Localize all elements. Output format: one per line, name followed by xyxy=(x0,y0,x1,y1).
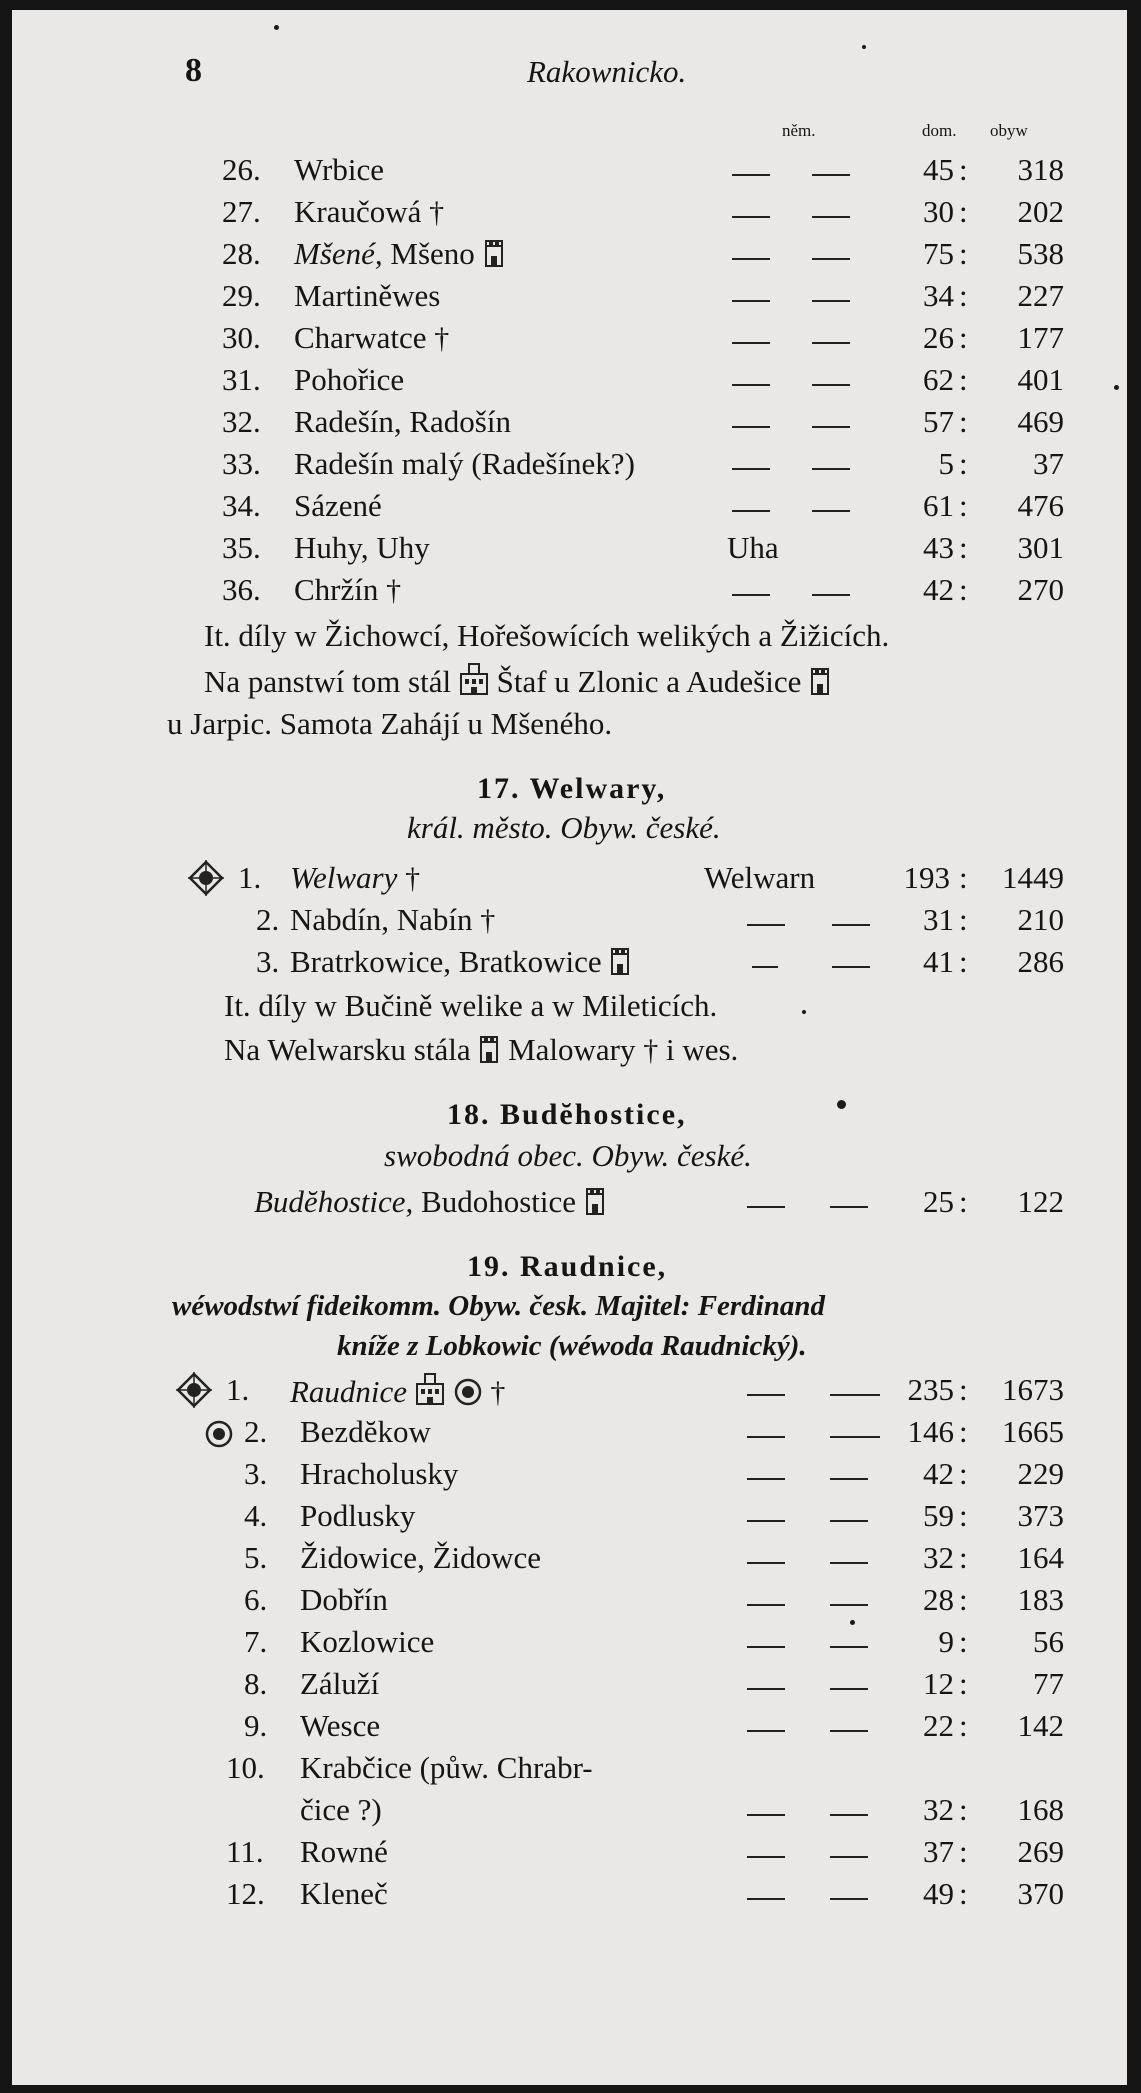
house-count: 75 xyxy=(923,236,954,271)
separator: : xyxy=(959,1708,968,1743)
separator: : xyxy=(959,1582,968,1617)
village-name: Charwatce xyxy=(294,320,427,355)
village-name: Budohostice xyxy=(421,1184,577,1219)
separator: : xyxy=(959,1792,968,1827)
row-number: 5. xyxy=(244,1540,268,1575)
village-name: Dobřín xyxy=(300,1582,388,1617)
house-count: 32 xyxy=(923,1792,954,1827)
house-count: 235 xyxy=(907,1372,954,1407)
row-number: 6. xyxy=(244,1582,268,1617)
dash-mark xyxy=(830,1562,868,1564)
population: 1449 xyxy=(1002,860,1064,895)
village-name: Podlusky xyxy=(300,1498,416,1533)
population: 469 xyxy=(1017,404,1064,439)
house-count: 42 xyxy=(923,1456,954,1491)
row-number: 32. xyxy=(222,404,261,439)
row-number: 2. xyxy=(244,1414,268,1449)
village-name: Hracholusky xyxy=(300,1456,459,1491)
house-count: 193 xyxy=(903,860,950,895)
separator: : xyxy=(959,1540,968,1575)
separator: : xyxy=(959,1834,968,1869)
row-number: 4. xyxy=(244,1498,268,1533)
castle-icon xyxy=(478,1036,500,1064)
village-name: Mšeno xyxy=(390,236,475,271)
page-number: 8 xyxy=(185,52,202,89)
village-name: Nabdín, Nabín xyxy=(290,902,473,937)
row-number: 2. xyxy=(256,902,280,937)
chateau-icon xyxy=(459,662,489,696)
church-cross-icon: † xyxy=(405,862,421,895)
village-name: Kleneč xyxy=(300,1876,388,1911)
row-number: 36. xyxy=(222,572,261,607)
village-name-italic: Raudnice xyxy=(290,1374,408,1409)
village-name: Chržín xyxy=(294,572,379,607)
dash-mark xyxy=(830,1478,868,1480)
house-count: 32 xyxy=(923,1540,954,1575)
col-header-nem: něm. xyxy=(782,121,816,140)
town-emblem-icon xyxy=(188,860,224,896)
dash-mark xyxy=(830,1520,868,1522)
dash-mark xyxy=(830,1688,868,1690)
row-number: 27. xyxy=(222,194,261,229)
house-count: 62 xyxy=(923,362,954,397)
population: 168 xyxy=(1017,1792,1064,1827)
separator: : xyxy=(959,1624,968,1659)
village-name: Sázené xyxy=(294,488,382,523)
row-number: 11. xyxy=(226,1834,264,1869)
dash-mark xyxy=(747,1814,785,1816)
german-name: Welwarn xyxy=(704,860,816,895)
house-count: 146 xyxy=(907,1414,954,1449)
row-number: 3. xyxy=(256,944,280,979)
paragraph-text: Štaf u Zlonic a Audešice xyxy=(496,664,802,699)
dash-mark xyxy=(747,1688,785,1690)
col-header-obyw: obyw xyxy=(990,121,1028,140)
paragraph-text: Na panstwí tom stál xyxy=(204,664,452,699)
row-number: 33. xyxy=(222,446,261,481)
village-name: Záluží xyxy=(300,1666,380,1701)
separator: : xyxy=(959,1456,968,1491)
population: 77 xyxy=(1033,1666,1064,1701)
population: 229 xyxy=(1017,1456,1064,1491)
population: 164 xyxy=(1017,1540,1064,1575)
dash-mark xyxy=(830,1730,868,1732)
row-number: 1. xyxy=(226,1372,250,1407)
row-number: 30. xyxy=(222,320,261,355)
section-subtitle: wéwodstwí fideikomm. Obyw. česk. Majitel: Ferdinand xyxy=(172,1290,826,1322)
population: 401 xyxy=(1017,362,1064,397)
village-name: Wrbice xyxy=(294,152,384,187)
population: 56 xyxy=(1033,1624,1064,1659)
village-name: Židowice, Židowce xyxy=(300,1540,542,1575)
dash-mark xyxy=(830,1646,868,1648)
paragraph-line: It. díly w Žichowcí, Hořešowících welikých a Žižicích. xyxy=(204,618,890,653)
village-name-italic: Mšené, xyxy=(294,236,383,271)
village-name: Krabčice (půw. Chrabr- xyxy=(300,1750,593,1785)
population: 1673 xyxy=(1002,1372,1064,1407)
village-name: Bratrkowice, Bratkowice xyxy=(290,944,602,979)
population: 142 xyxy=(1017,1708,1064,1743)
church-cross-icon: † xyxy=(429,196,445,229)
dash-mark xyxy=(747,1898,785,1900)
section-subtitle: král. město. Obyw. české. xyxy=(407,810,721,845)
section-heading: 19. Raudnice, xyxy=(467,1250,668,1283)
dash-mark xyxy=(747,1730,785,1732)
town-emblem-icon xyxy=(176,1372,212,1408)
row-number: 7. xyxy=(244,1624,268,1659)
row-number: 12. xyxy=(226,1876,265,1911)
row-number: 1. xyxy=(238,860,262,895)
castle-icon xyxy=(609,948,631,976)
village-name: Bezdĕkow xyxy=(300,1414,431,1449)
house-count: 42 xyxy=(923,572,954,607)
house-count: 61 xyxy=(923,488,954,523)
church-cross-icon: † xyxy=(434,322,450,355)
population: 1665 xyxy=(1002,1414,1064,1449)
dash-mark xyxy=(830,1814,868,1816)
population: 177 xyxy=(1017,320,1064,355)
house-count: 22 xyxy=(923,1708,954,1743)
house-count: 28 xyxy=(923,1582,954,1617)
row-number: 31. xyxy=(222,362,261,397)
parish-office-icon xyxy=(453,1377,483,1407)
dash-mark xyxy=(747,1520,785,1522)
paragraph-line: u Jarpic. Samota Zahájí u Mšeného. xyxy=(167,706,613,741)
separator: : xyxy=(959,1666,968,1701)
house-count: 25 xyxy=(923,1184,954,1219)
row-number: 9. xyxy=(244,1708,268,1743)
row-number: 8. xyxy=(244,1666,268,1701)
village-name: Pohořice xyxy=(294,362,405,397)
village-name: Rowné xyxy=(300,1834,388,1869)
village-name: Martiněwes xyxy=(294,278,441,313)
dash-mark xyxy=(747,1562,785,1564)
village-name-italic: Budĕhostice, xyxy=(254,1184,414,1219)
dash-mark xyxy=(747,1604,785,1606)
house-count: 43 xyxy=(923,530,954,565)
row-number: 26. xyxy=(222,152,261,187)
house-count: 9 xyxy=(938,1624,954,1659)
separator: : xyxy=(959,1498,968,1533)
population: 301 xyxy=(1017,530,1064,565)
row-number: 29. xyxy=(222,278,261,313)
paragraph-text: Na Welwarsku stála xyxy=(224,1032,471,1067)
section-heading: 17. Welwary, xyxy=(477,772,667,805)
house-count: 5 xyxy=(938,446,954,481)
house-count: 59 xyxy=(923,1498,954,1533)
population: 37 xyxy=(1033,446,1064,481)
population: 227 xyxy=(1017,278,1064,313)
population: 370 xyxy=(1017,1876,1064,1911)
row-number: 35. xyxy=(222,530,261,565)
separator: : xyxy=(959,1876,968,1911)
dash-mark xyxy=(747,1646,785,1648)
dash-mark xyxy=(830,1898,868,1900)
house-count: 26 xyxy=(923,320,954,355)
village-name: Huhy, Uhy xyxy=(294,530,430,565)
population: 538 xyxy=(1017,236,1064,271)
german-name: Uha xyxy=(727,530,779,565)
dash-mark xyxy=(830,1604,868,1606)
population: 202 xyxy=(1017,194,1064,229)
castle-icon xyxy=(584,1188,606,1216)
house-count: 41 xyxy=(923,944,954,979)
section-heading: 18. Budĕhostice, xyxy=(447,1098,687,1131)
population: 286 xyxy=(1017,944,1064,979)
paragraph-text: i wes. xyxy=(665,1032,739,1067)
village-name: Radešín malý (Radešínek?) xyxy=(294,446,635,481)
parish-office-icon xyxy=(204,1419,234,1449)
village-name: Radešín, Radošín xyxy=(294,404,511,439)
row-number: 28. xyxy=(222,236,261,271)
population: 270 xyxy=(1017,572,1064,607)
castle-icon xyxy=(809,668,831,696)
paragraph-line: It. díly w Bučině welike a w Mileticích. xyxy=(224,988,718,1023)
village-name: Kraučowá xyxy=(294,194,422,229)
book-page: 8 Rakownicko. něm. dom. obyw 26. Wrbice 45 : 318 27. Kraučowá † 30 : 202 28. Mšené, Mšeno 75 : 538 29. Martiněwes 34 : 227 30. Charwatce † 26 : 177 31. Pohořice 62 : 401 32. Radešín, Radošín 57 : 469 33. Radešín malý (Radešínek?) 5 : 37 34. Sázené 61 : 476 35. Huhy, Uhy Uha 43 : 301 36. Chržín † 42 : 270 It. díly w Žichowcí, Hořešowících welikých a Žižicích. Na panstwí tom stál Štaf u Zlonic a Audešice u Jarpic. Samota Zahájí u Mšeného. 17. Welwary, král. město. Obyw. české. 1. Welwary † Welwarn 193 : 1449 2. Nabdín, Nabín † 31 : 210 3. Bratrkowice, Bratkowice 41 : 286 It. díly w Bučině welike a w Mileticích. Na Welwarsku stála Malowary † i wes. 18. Budĕhostice, swobodná obec. Obyw. české. Budĕhostice, Budohostice 25 : 122 19. Raudnice, wéwodstwí fideikomm. Obyw. česk. Majitel: Ferdinand kníže z Lobkowic (wéwoda Raudnický). 1. Raudnice † 235 : 1673 2. Bezdĕkow 146 : 1665 3. Hracholusky 42 : 229 4. Podlusky 59 : 373 5. Židowice, Židowce 32 : 164 6. Dobřín 28 : 183 7. Kozlowice 9 : 56 8. Záluží 12 : 77 9. Wesce 22 : 142 10. Krabčice (půw. Chrabr- čice ?) 32 : 168 11. Rowné 37 : 269 12. Kleneč 49 : 370 xyxy=(12,10,1127,2085)
section-subtitle: swobodná obec. Obyw. české. xyxy=(384,1138,752,1173)
population: 373 xyxy=(1017,1498,1064,1533)
house-count: 31 xyxy=(923,902,954,937)
paragraph-text: Malowary xyxy=(508,1032,636,1067)
population: 269 xyxy=(1017,1834,1064,1869)
chateau-icon xyxy=(415,1372,445,1406)
population: 183 xyxy=(1017,1582,1064,1617)
house-count: 37 xyxy=(923,1834,954,1869)
population: 476 xyxy=(1017,488,1064,523)
village-name-continued: čice ?) xyxy=(300,1792,382,1827)
house-count: 57 xyxy=(923,404,954,439)
house-count: 45 xyxy=(923,152,954,187)
dash-mark xyxy=(747,1478,785,1480)
dash-mark xyxy=(830,1856,868,1858)
castle-icon xyxy=(483,240,505,268)
church-cross-icon: † xyxy=(480,904,496,937)
row-number: 3. xyxy=(244,1456,268,1491)
village-name-italic: Welwary xyxy=(290,860,398,895)
population: 210 xyxy=(1017,902,1064,937)
house-count: 12 xyxy=(923,1666,954,1701)
village-name: Kozlowice xyxy=(300,1624,435,1659)
village-name: Wesce xyxy=(300,1708,381,1743)
row-number: 34. xyxy=(222,488,261,523)
church-cross-icon: † xyxy=(643,1034,659,1067)
population: 122 xyxy=(1017,1184,1064,1219)
church-cross-icon: † xyxy=(386,574,402,607)
section-subtitle: kníže z Lobkowic (wéwoda Raudnický). xyxy=(337,1330,807,1362)
house-count: 49 xyxy=(923,1876,954,1911)
population: 318 xyxy=(1017,152,1064,187)
running-title: Rakownicko. xyxy=(527,54,687,89)
row-number: 10. xyxy=(226,1750,265,1785)
house-count: 30 xyxy=(923,194,954,229)
col-header-dom: dom. xyxy=(922,121,957,140)
house-count: 34 xyxy=(923,278,954,313)
dash-mark xyxy=(747,1856,785,1858)
church-cross-icon: † xyxy=(490,1376,506,1409)
